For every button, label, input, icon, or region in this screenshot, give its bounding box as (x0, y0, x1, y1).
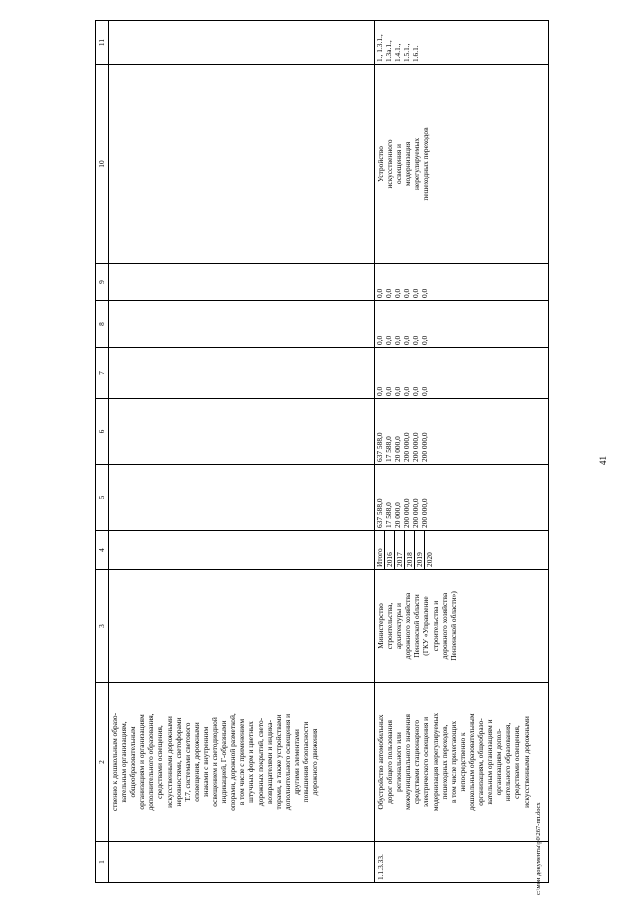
responsible-executor: Министерство строительства, архитектуры и дорожного хозяйства Пензенской области (ГКУ «Управление строительства и дорожного хозяйства Пензенской области») (375, 570, 549, 683)
indicator-ref: 1.5.1., (402, 43, 412, 62)
indicator-ref: 1.3а.1., (384, 40, 394, 62)
value-cell: 20 000,0 (393, 502, 403, 528)
page-number: 41 (598, 456, 608, 465)
value-cell: 200 000,0 (402, 498, 412, 528)
years-column (375, 531, 549, 570)
year-cell: 2018 (405, 531, 415, 569)
column-number: 3 (96, 570, 109, 683)
value-cell: 0,0 (420, 288, 430, 298)
value-cell: 0,0 (384, 335, 394, 345)
measure-description: Обустройство автомобильных дорог общего пользования регионального или межмуниципального значения средствами стационарного электрического освещения и модернизация нерегулируемых пешеходных переходов, в том числе прилегающих непосредственно к дошкольным образовательным организациям, общеобразо- вательным организациям и организациям допол- нительного образования, средствами освещения, искусственными дорожными (375, 683, 549, 842)
continued-description: ственно к дошкольным образо- вательным организациям, общеобразовательным организациям и организациям дополнительного образования, средствами освещения, искусственными дорожными неровностями, светофорами Т.7, системами светового оповещения, дорожными знаками с внутренним освещением и светодиодной индикацией, Г-образными опорами, дорожной разметкой, в том числе с применением штучных форм и цветных дорожных покрытий, свето- возвращателями и индика- торами, а также устройствами дополнительного освещения и другими элементами повышения безопасности дорожного движения (109, 683, 375, 842)
value-cell: 0,0 (393, 288, 403, 298)
value-cell: 0,0 (402, 288, 412, 298)
row-number: 1.1.3.33. (375, 842, 549, 883)
total-funding-column (375, 465, 549, 531)
value-cell: 637 588,0 (375, 432, 384, 462)
value-cell: 200 000,0 (411, 432, 421, 462)
column-number: 8 (96, 301, 109, 348)
column-number: 7 (96, 348, 109, 399)
column-number: 1 (96, 842, 109, 883)
value-cell: 0,0 (411, 386, 421, 396)
column-number: 11 (96, 21, 109, 65)
column-number: 9 (96, 264, 109, 301)
program-table (95, 20, 549, 883)
value-cell: 200 000,0 (411, 498, 421, 528)
year-cell: Итого (375, 531, 385, 569)
value-cell: 17 588,0 (384, 436, 394, 462)
indicator-links (375, 21, 549, 65)
value-cell: 0,0 (411, 335, 421, 345)
expected-result: Устройство искусственного освещения и модернизация нерегулируемых пешеходных переходов (375, 65, 549, 264)
value-cell: 200 000,0 (420, 498, 430, 528)
value-cell: 0,0 (384, 386, 394, 396)
column-number-row (96, 21, 109, 883)
file-path-footer: c:\мои документы\р0\267-пп.docx (535, 802, 542, 895)
value-cell: 0,0 (375, 386, 384, 396)
regional-budget-column (375, 399, 549, 465)
value-cell: 20 000,0 (393, 436, 403, 462)
column-9-values (375, 264, 549, 301)
value-cell: 637 588,0 (375, 498, 384, 528)
column-number: 6 (96, 399, 109, 465)
column-number: 5 (96, 465, 109, 531)
value-cell: 17 588,0 (384, 502, 394, 528)
year-cell: 2020 (425, 552, 435, 567)
value-cell: 200 000,0 (402, 432, 412, 462)
indicator-ref: 1., 1.3.1., (375, 34, 384, 62)
indicator-ref: 1.6.1. (411, 45, 421, 62)
year-cell: 2016 (385, 531, 395, 569)
column-number: 2 (96, 683, 109, 842)
table-row-1-1-3-33 (375, 21, 549, 883)
value-cell: 0,0 (420, 386, 430, 396)
year-cell: 2017 (395, 531, 405, 569)
table-row-continuation (109, 21, 375, 883)
value-cell: 0,0 (420, 335, 430, 345)
column-7-values (375, 348, 549, 399)
year-cell: 2019 (415, 531, 425, 569)
indicator-ref: 1.4.1., (393, 43, 403, 62)
value-cell: 0,0 (375, 288, 384, 298)
value-cell: 0,0 (393, 335, 403, 345)
column-number: 10 (96, 65, 109, 264)
value-cell: 0,0 (393, 386, 403, 396)
column-number: 4 (96, 531, 109, 570)
value-cell: 0,0 (402, 335, 412, 345)
column-8-values (375, 301, 549, 348)
value-cell: 0,0 (384, 288, 394, 298)
value-cell: 0,0 (375, 335, 384, 345)
value-cell: 0,0 (411, 288, 421, 298)
value-cell: 0,0 (402, 386, 412, 396)
value-cell: 200 000,0 (420, 432, 430, 462)
